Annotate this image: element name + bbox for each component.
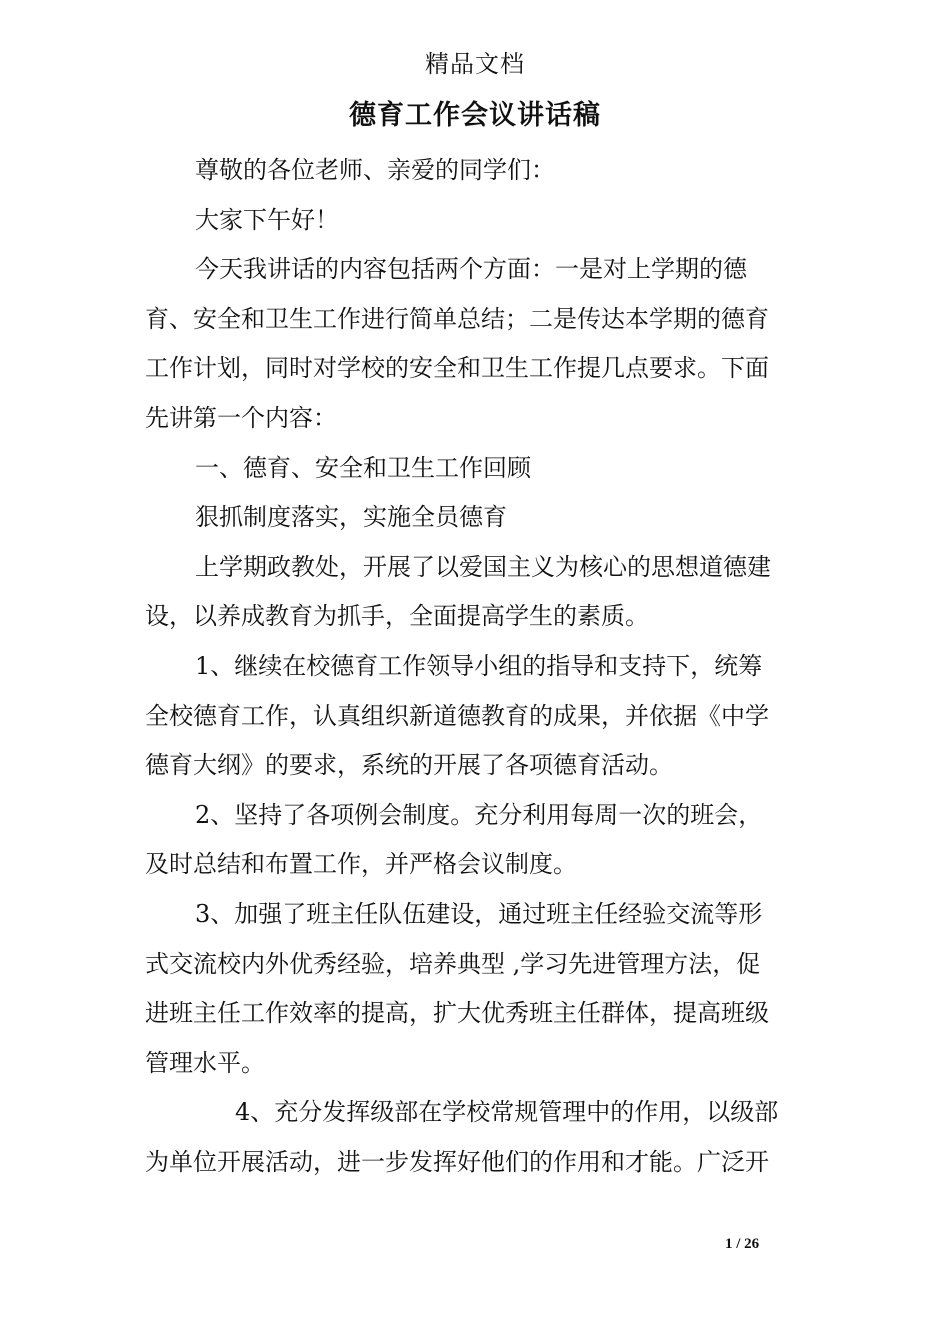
list-item-line: 进班主任工作效率的提高，扩大优秀班主任群体，提高班级 xyxy=(145,999,769,1028)
paragraph-line: 上学期政教处，开展了以爱国主义为核心的思想道德建 xyxy=(195,552,771,581)
list-item-line: 4、充分发挥级部在学校常规管理中的作用，以级部 xyxy=(235,1098,779,1127)
paragraph-line: 今天我讲话的内容包括两个方面：一是对上学期的德 xyxy=(195,255,747,284)
subsection-heading: 狠抓制度落实，实施全员德育 xyxy=(195,503,507,532)
list-item-line: 德育大纲》的要求，系统的开展了各项德育活动。 xyxy=(145,751,673,780)
list-item-line: 3、加强了班主任队伍建设，通过班主任经验交流等形 xyxy=(195,899,763,928)
salutation-line: 尊敬的各位老师、亲爱的同学们： xyxy=(195,156,555,184)
list-item-line: 1、继续在校德育工作领导小组的指导和支持下，统筹 xyxy=(195,651,763,680)
paragraph-line: 先讲第一个内容： xyxy=(145,403,337,432)
list-item-line: 2、坚持了各项例会制度。充分利用每周一次的班会， xyxy=(195,800,763,829)
list-item-line: 及时总结和布置工作，并严格会议制度。 xyxy=(145,850,577,879)
paragraph-line: 育、安全和卫生工作进行简单总结；二是传达本学期的德育 xyxy=(145,304,769,333)
document-title: 德育工作会议讲话稿 xyxy=(349,100,601,131)
section-heading: 一、德育、安全和卫生工作回顾 xyxy=(195,453,531,482)
list-item-line: 式交流校内外优秀经验，培养典型 ,学习先进管理方法，促 xyxy=(145,949,761,978)
paragraph-line: 设，以养成教育为抓手，全面提高学生的素质。 xyxy=(145,602,649,631)
paragraph-line: 工作计划，同时对学校的安全和卫生工作提几点要求。下面 xyxy=(145,354,769,383)
document-body xyxy=(145,146,810,1187)
list-item-line: 全校德育工作，认真组织新道德教育的成果，并依据《中学 xyxy=(145,701,769,730)
list-item-line: 为单位开展活动，进一步发挥好他们的作用和才能。广泛开 xyxy=(145,1147,769,1176)
page-header: 精品文档 xyxy=(425,50,525,78)
page-number: 1 / 26 xyxy=(725,1236,760,1252)
list-item-line: 管理水平。 xyxy=(145,1048,265,1077)
greeting-line: 大家下午好！ xyxy=(195,205,339,234)
